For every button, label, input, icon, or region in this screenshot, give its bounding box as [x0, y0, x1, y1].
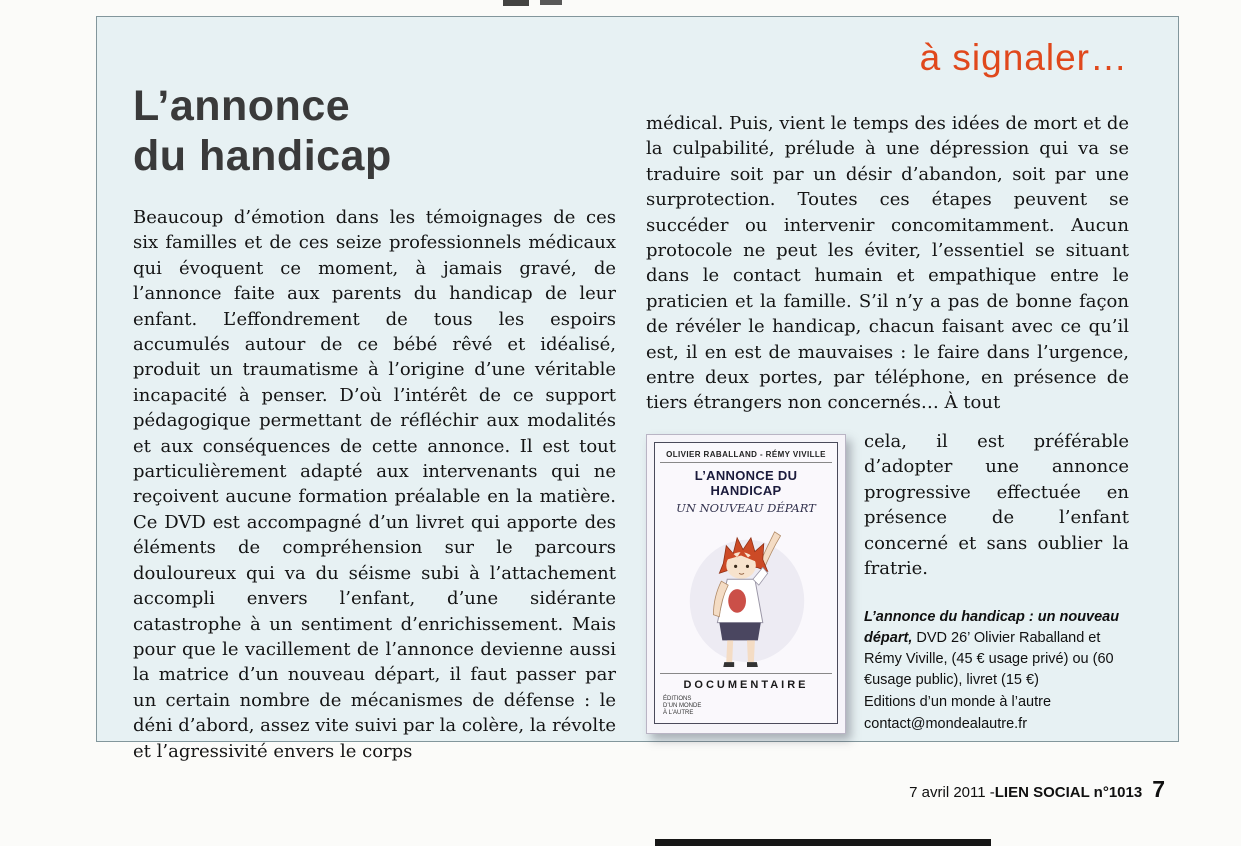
dvd-authors: OLIVIER RABALLAND - RÉMY VIVILLE — [660, 450, 832, 463]
dvd-cover-frame — [654, 442, 838, 724]
article-body-right-2: cela, il est préférable d’adopter une annonce progressive effectuée en présence de l’enfant concerné et sans oublier la fratrie. — [864, 430, 1129, 579]
dvd-publisher-logo — [660, 696, 832, 717]
scan-artifact — [503, 0, 529, 6]
article-title-line2: du handicap — [133, 132, 392, 180]
article-title — [133, 81, 616, 181]
footer-magazine-name: LIEN SOCIAL n°1013 — [994, 784, 1143, 801]
right-column — [646, 77, 1129, 764]
dvd-genre: DOCUMENTAIRE — [660, 673, 832, 691]
section-header: à signaler… — [919, 37, 1128, 78]
scan-artifact — [540, 0, 562, 5]
caption-publisher: Editions d’un monde à l’autre — [864, 694, 1052, 711]
article-body-left: Beaucoup d’émotion dans les témoignages de ces six familles et de ces seize professionnels médicaux qui évoquent ce moment, à jamais gravé, de l’annonce faite aux parents du handicap de leur enfant. L’effondrement de tous les espoirs accumulés autour de ce bébé rêvé et idéalisé, produit un traumatisme à l’origine d’une véritable incapacité à penser. D’où l’intérêt de ce support pédagogique permettant de réfléchir aux modalités et aux conséquences de cette annonce. Il est tout particulièrement adapté aux intervenants qui ne reçoivent aucune formation préalable en la matière. Ce DVD est accompagné d’un livret qui apporte des éléments de compréhension sur le parcours douloureux qui va du séisme subi à l’attachement accompli envers l’enfant, d’une sidérante catastrophe à un sentiment d’enrichissement. Mais pour que le vacillement de l’annonce devienne aussi la matrice d’un nouveau départ, il faut passer par un certain nombre de mécanismes de défense : le déni d’abord, assez vite suivi par la colère, la révolte et l’agressivité envers le corps — [133, 207, 616, 762]
dvd-subtitle: UN NOUVEAU DÉPART — [676, 500, 816, 515]
article-columns — [133, 77, 1129, 764]
image-and-caption-block — [646, 429, 1129, 735]
left-column — [133, 77, 616, 764]
caption-email: contact@mondealautre.fr — [864, 716, 1028, 733]
scanned-page — [96, 16, 1179, 762]
article-title-line1: L’annonce — [133, 82, 351, 130]
caption-title: L’annonce du handicap : un nouveau départ, — [864, 609, 1120, 647]
dvd-cover-illustration — [671, 520, 821, 670]
page-footer — [909, 776, 1165, 803]
caption-details: DVD 26’ Olivier Raballand et Rémy Viville, (45 € usage privé) ou (60 €usage public), livret (15 €) — [864, 630, 1114, 689]
dvd-publisher-line: D’UN MONDE — [663, 702, 702, 709]
dvd-cover — [646, 434, 846, 734]
scan-artifact — [655, 839, 991, 846]
article-body-right-1: médical. Puis, vient le temps des idées de mort et de la culpabilité, prélude à une dépression qui va se traduire soit par un désir d’abandon, soit par une surprotection. Toutes ces étapes peuvent se succéder ou intervenir concomitamment. Aucun protocole ne peut les éviter, l’essentiel se situant dans le contact humain et empathique entre le praticien et la famille. S’il n’y a pas de bonne façon de révéler le handicap, chacun faisant avec ce qu’il est, il en est de mauvaises : le faire dans l’urgence, entre deux portes, par téléphone, en présence de tiers étrangers non concernés… À tout — [646, 113, 1129, 414]
dvd-publisher-line: À L’AUTRE — [663, 709, 694, 716]
dvd-publisher-line: ÉDITIONS — [663, 695, 692, 702]
dvd-title: L’ANNONCE DU HANDICAP — [694, 467, 798, 498]
footer-date: 7 avril 2011 - — [909, 784, 995, 801]
page-number: 7 — [1152, 776, 1165, 802]
